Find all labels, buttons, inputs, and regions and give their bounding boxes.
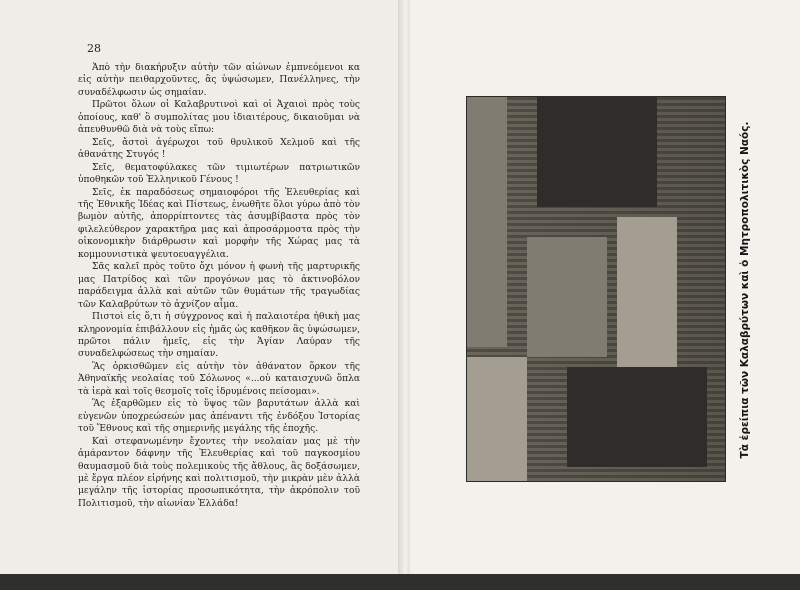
paragraph: Καὶ στεφανωμένην ἔχοντες τὴν νεολαίαν μας μὲ τὴν ἀμάραντον δάφνην τῆς Ἐλευθερίας καὶ τοῦ παγκοσμίου θαυμασμοῦ διὰ τοὺς πολεμικοὺς τῆς ἄθλους, ἂς δοξάσωμεν, μὲ ἔργα πλέον εἰρήνης καὶ πολιτισμοῦ, τὴν μικρὰν μὲν ἀλλὰ μεγάλην τῆς ἱστορίας προσωπικότητα, τὴν ἀκρόπολιν τοῦ Πολιτισμοῦ, τὴν αἰωνίαν Ἑλλάδα! xyxy=(78,436,360,509)
photo-church-tower xyxy=(567,367,707,467)
ruins-photograph xyxy=(466,96,726,482)
caption-text: Τὰ ἐρείπια τῶν Καλαβρύτων καὶ ὁ Μητροπολιτικὸς Ναός. xyxy=(739,121,751,459)
photo-caption xyxy=(737,100,753,480)
photo-sky xyxy=(467,357,527,481)
paragraph: Σεῖς, ἐκ παραδόσεως σημαιοφόροι τῆς Ἐλευθερίας καὶ τῆς Ἐθνικῆς Ἰδέας καὶ Πίστεως, ἑνωθῆτε ὅλοι γύρω ἀπὸ τὸν βωμὸν αὐτῆς, ἀπορρίπτοντες τὰς ἀσυμβίβαστα πρὸς τὸν φιλελεύθερον χαρακτῆρα μας καὶ ἀπροσάρμοστα πρὸς τὴν οἰκονομικὴν διάρθρωσιν καὶ μορφὴν τῆς Χώρας μας τὰ κομμουνιστικὰ ψευτοευαγγέλια. xyxy=(78,187,360,260)
photo-ruined-wall xyxy=(527,237,607,357)
paragraph: Ἂς ὁρκισθῶμεν εἰς αὐτὴν τὸν ἀθάνατον ὅρκον τῆς Ἀθηναϊκῆς νεολαίας τοῦ Σόλωνος «...οὐ καταισχυνῶ ὅπλα τὰ ἱερὰ καὶ τοῖς θεσμοῖς τοῖς ἱδρυμένοις πείσομαι». xyxy=(78,361,360,397)
paragraph: Πρῶτοι ὅλων οἱ Καλαβρυτινοὶ καὶ οἱ Ἀχαιοὶ πρὸς τοὺς ὁποίους, καθ' ὃ συμπολίτας μου ἰδιαιτέρους, δικαιοῦμαι νὰ ἀπευθυνθῶ διὰ νὰ τοὺς εἴπω: xyxy=(78,100,360,136)
photo-ground xyxy=(467,97,507,347)
page-number: 28 xyxy=(87,42,101,55)
paragraph: Ἂς ἐξαρθῶμεν εἰς τὸ ὕψος τῶν βαρυτάτων ἀλλὰ καὶ εὐγενῶν ὑποχρεώσεών μας ἀπέναντι τῆς ἐνδόξου Ἱστορίας τοῦ Ἔθνους καὶ τῆς σημερινῆς μεγάλης τῆς ἐποχῆς. xyxy=(78,399,360,435)
photo-light-wall xyxy=(617,217,677,387)
table-edge xyxy=(0,574,800,590)
paragraph: Σεῖς, ἄστοὶ ἀγέρωχοι τοῦ θρυλικοῦ Χελμοῦ καὶ τῆς ἀθανάτης Στυγός ! xyxy=(78,137,360,161)
body-text xyxy=(78,62,360,510)
photo-dark-structure xyxy=(537,97,657,207)
paragraph: Σεῖς, θεματοφύλακες τῶν τιμιωτέρων πατριωτικῶν ὑποθηκῶν τοῦ Ἑλληνικοῦ Γένους ! xyxy=(78,162,360,186)
paragraph: Ἀπὸ τὴν διακήρυξιν αὐτὴν τῶν αἰώνων ἐμπνεόμενοι κα εἰς αὐτὴν πειθαρχοῦντες, ἂς ὑψώσωμεν, Πανέλληνες, τὴν συναδέλφωσιν ὡς σημαίαν. xyxy=(78,63,360,98)
paragraph: Πιστοὶ εἰς ὅ,τι ἡ σύγχρονος καὶ ἡ παλαιοτέρα ἠθικὴ μας κληρονομία ἐπιβάλλουν εἰς ἡμᾶς ὡς καθῆκον ἂς ὑψώσωμεν, πρῶτοι πάλιν ἡμεῖς, εἰς τὴν Ἁγίαν Λαύραν τῆς συναδελφώσεως τὴν σημαίαν. xyxy=(78,312,360,360)
paragraph: Σᾶς καλεῖ πρὸς τοῦτο ὄχι μόνον ἡ φωνὴ τῆς μαρτυρικῆς μας Πατρίδος καὶ τῶν προγόνων μας τὸ ἀκτινοβόλον παράδειγμα ἀλλὰ καὶ αὐτῶν τῶν θυμάτων τῆς τραγωδίας τῶν Καλαβρύτων τὸ ἀχνίζον αἷμα. xyxy=(78,262,360,310)
